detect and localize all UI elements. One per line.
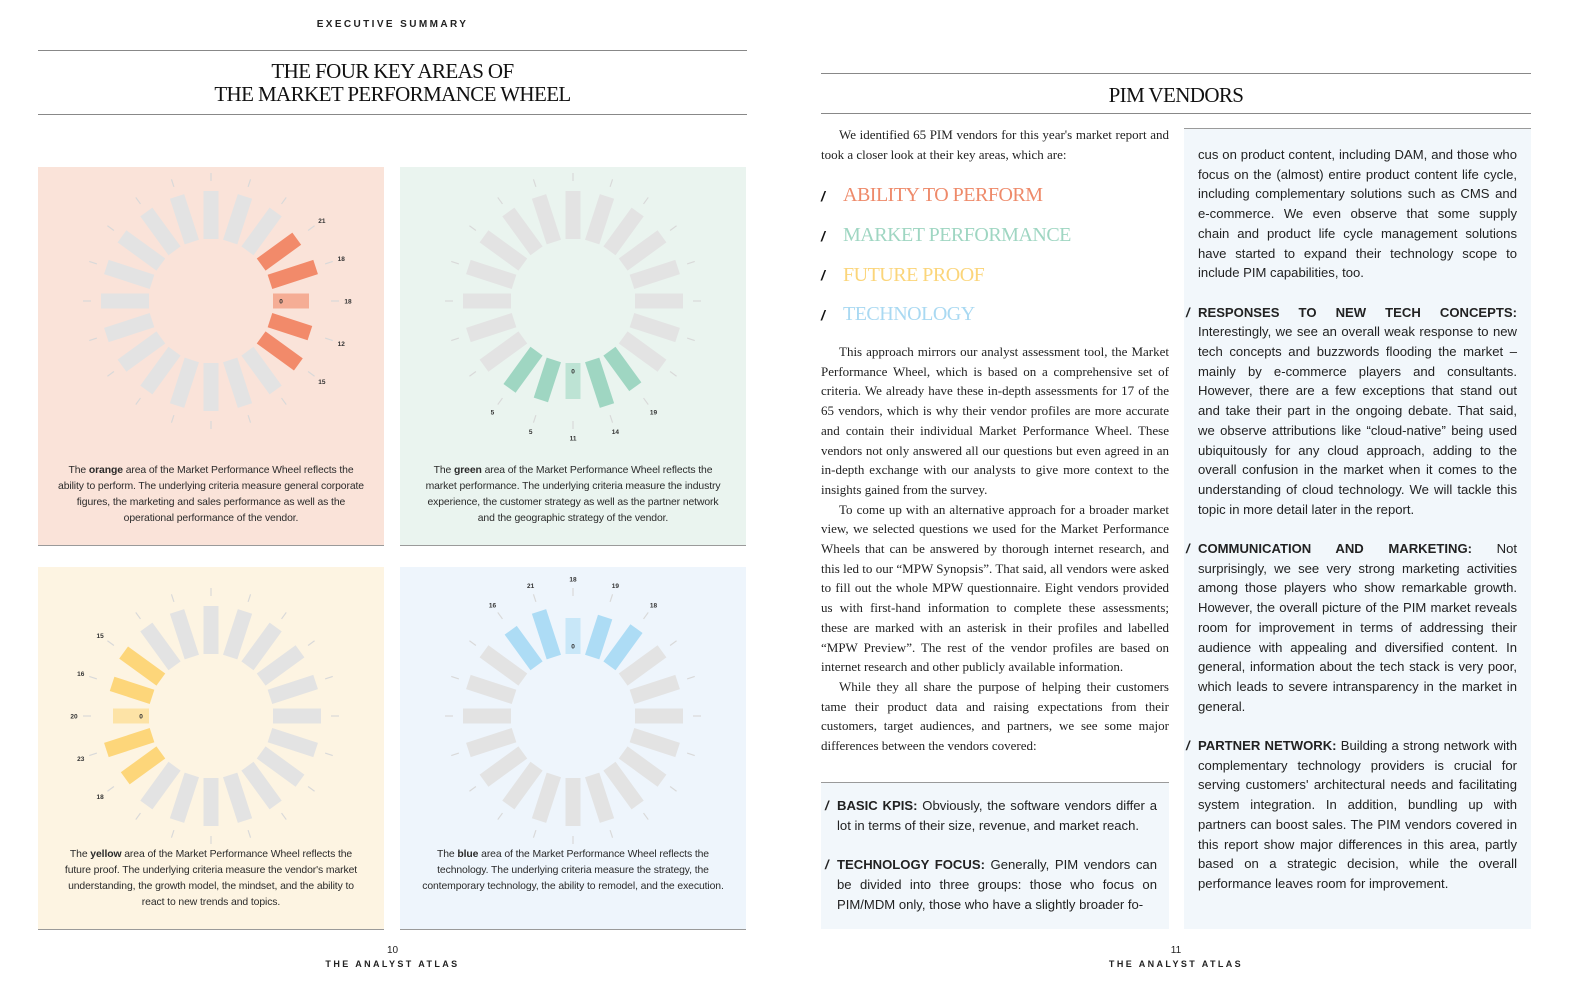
wheel-dash xyxy=(282,398,287,404)
wheel-bar xyxy=(566,778,581,826)
wheel-bar-highlight xyxy=(585,358,614,408)
wheel-value-label: 20 xyxy=(70,713,78,721)
panel-caption-blue: The blue area of the Market Performance Wheel reflects the technology. The underlying criteria measure the strategy, the contemporary technology, the ability to remodel, and the execution. xyxy=(422,849,724,892)
wheel-center-value: 0 xyxy=(571,368,575,376)
wheel-dash xyxy=(687,261,695,263)
slash-mark: / xyxy=(1186,738,1190,754)
wheel-bar-highlight xyxy=(268,313,313,340)
title-line-1: THE FOUR KEY AREAS OF xyxy=(271,59,514,83)
differences-box-right xyxy=(1184,128,1531,929)
wheel-bar xyxy=(630,728,680,757)
wheel-value-label: 16 xyxy=(488,602,497,610)
wheel-value-label: 15 xyxy=(318,379,326,387)
wheel-dash xyxy=(610,830,612,838)
top-rule-right xyxy=(821,73,1531,74)
wheel-panel-yellow xyxy=(38,567,384,930)
wheel-value-label: 18 xyxy=(344,298,352,306)
wheel-segment xyxy=(273,294,339,309)
wheel-dash xyxy=(325,338,333,340)
wheel-dash xyxy=(687,338,695,340)
wheel-dash xyxy=(670,787,676,792)
wheel-dash xyxy=(136,398,141,404)
wheel-bar xyxy=(566,191,581,239)
wheel-dash xyxy=(451,338,459,340)
wheel-segment xyxy=(635,709,701,724)
wheel-dash xyxy=(89,753,97,755)
wheel-dash xyxy=(89,676,97,678)
wheel-bar-highlight xyxy=(113,709,149,724)
wheel-chart-yellow xyxy=(38,567,384,857)
wheel-dash xyxy=(670,641,676,646)
slash-mark: / xyxy=(821,187,825,204)
wheel-dash xyxy=(136,197,141,203)
wheel-bar xyxy=(104,313,154,342)
wheel-value-label: 5 xyxy=(528,428,533,436)
wheel-dash xyxy=(308,641,314,646)
wheel-value-label: 21 xyxy=(318,217,326,225)
wheel-dash xyxy=(308,372,314,377)
brand-right: THE ANALYST ATLAS xyxy=(1108,959,1244,969)
wheel-dash xyxy=(498,612,503,618)
wheel-center-value: 0 xyxy=(571,643,575,651)
title-rule-right xyxy=(821,113,1531,114)
brand-left: THE ANALYST ATLAS xyxy=(325,959,460,969)
wheel-dash xyxy=(469,372,475,377)
wheel-segment xyxy=(204,173,219,239)
wheel-bar xyxy=(466,675,516,704)
wheel-value-label: 11 xyxy=(569,435,577,443)
wheel-value-label: 18 xyxy=(569,576,577,584)
wheel-dash xyxy=(282,813,287,819)
wheel-dash xyxy=(171,594,173,602)
wheel-bar xyxy=(104,260,154,289)
wheel-bar xyxy=(268,728,318,757)
slash-mark: / xyxy=(825,798,829,813)
wheel-dash xyxy=(248,594,250,602)
wheel-segment xyxy=(566,173,581,239)
wheel-dash xyxy=(610,594,612,602)
wheel-dash xyxy=(451,753,459,755)
area-label: FUTURE PROOF xyxy=(843,263,985,286)
body-text-left xyxy=(821,342,1169,756)
wheel-bar xyxy=(223,358,252,408)
panel-caption-yellow: The yellow area of the Market Performance Wheel reflects the future proof. The underlying criteria measure the vendor's market understanding, the growth model, the mindset, and the ability to react to new trends and topics. xyxy=(64,849,358,908)
wheel-dash xyxy=(498,398,503,404)
wheel-dash xyxy=(687,753,695,755)
wheel-dash xyxy=(171,415,173,423)
wheel-dash xyxy=(136,612,141,618)
differences-box-left xyxy=(821,782,1169,929)
wheel-bar xyxy=(204,606,219,654)
area-label: TECHNOLOGY xyxy=(843,303,975,326)
wheel-segment xyxy=(204,778,219,844)
wheel-bar xyxy=(170,609,199,659)
wheel-segment xyxy=(204,588,219,654)
wheel-bar xyxy=(630,675,680,704)
wheel-dash xyxy=(308,787,314,792)
wheel-bar xyxy=(223,194,252,244)
wheel-value-label: 12 xyxy=(337,340,345,348)
area-item-future xyxy=(821,255,1169,295)
wheel-dash xyxy=(282,612,287,618)
wheel-dash xyxy=(107,787,113,792)
wheel-bar-highlight xyxy=(268,260,318,289)
wheel-dash xyxy=(498,813,503,819)
wheel-segment xyxy=(445,294,511,309)
area-item-ability xyxy=(821,176,1169,216)
wheel-bar xyxy=(223,609,252,659)
wheel-center-value: 0 xyxy=(279,298,283,306)
wheel-bar xyxy=(466,728,516,757)
slash-mark: / xyxy=(825,857,829,873)
panel-caption-orange: The orange area of the Market Performance Wheel reflects the ability to perform. The underlying criteria measure general corporate figures, the marketing and sales performance as well as the operational performance of the vendor. xyxy=(58,465,364,524)
wheel-panel-green xyxy=(400,167,746,546)
wheel-panel-orange xyxy=(38,167,384,546)
wheel-bar xyxy=(170,773,199,823)
wheel-dash xyxy=(248,179,250,187)
page-number-left: 10 xyxy=(386,945,399,956)
wheel-bar xyxy=(585,194,614,244)
wheel-dash xyxy=(533,594,535,602)
wheel-value-label: 15 xyxy=(96,632,104,640)
wheel-chart-blue xyxy=(400,567,746,857)
wheel-dash xyxy=(644,398,649,404)
wheel-dash xyxy=(248,415,250,423)
wheel-dash xyxy=(107,372,113,377)
wheel-center-value: 0 xyxy=(139,713,143,721)
page-title-right: PIM VENDORS xyxy=(1108,83,1244,107)
wheel-bar xyxy=(204,778,219,826)
slash-mark: / xyxy=(1186,304,1190,320)
bullet-technology-focus: / TECHNOLOGY FOCUS: Generally, PIM vendors can be divided into three groups: those who focus on PIM/MDM only, those who have a slightly broader fo- xyxy=(825,857,1157,912)
wheel-bar xyxy=(268,675,318,704)
wheel-value-label: 21 xyxy=(527,583,535,591)
wheel-dash xyxy=(469,641,475,646)
wheel-dash xyxy=(171,830,173,838)
wheel-dash xyxy=(171,179,173,187)
wheel-dash xyxy=(451,261,459,263)
wheel-dash xyxy=(670,226,676,231)
wheel-bar-highlight xyxy=(532,609,561,659)
wheel-dash xyxy=(451,676,459,678)
wheel-bar-highlight xyxy=(585,615,612,660)
wheel-value-label: 18 xyxy=(649,602,658,610)
wheel-bar xyxy=(630,260,680,289)
wheel-dash xyxy=(687,676,695,678)
area-label: ABILITY TO PERFORM xyxy=(843,184,1043,207)
wheel-dash xyxy=(136,813,141,819)
wheel-chart-orange xyxy=(38,167,384,467)
wheel-bar xyxy=(532,194,561,244)
wheel-dash xyxy=(89,338,97,340)
wheel-value-label: 19 xyxy=(611,583,619,591)
wheel-dash xyxy=(644,197,649,203)
area-label: MARKET PERFORMANCE xyxy=(843,224,1071,247)
wheel-bar xyxy=(170,194,199,244)
wheel-bar xyxy=(463,294,511,309)
wheel-bar xyxy=(635,294,683,309)
panel-caption-green: The green area of the Market Performance Wheel reflects the market performance. The underlying criteria measure the industry experience, the customer strategy as well as the partner network and the geographic strategy of the vendor. xyxy=(425,465,721,524)
page-number-right: 11 xyxy=(1170,945,1182,956)
wheel-segment xyxy=(273,709,339,724)
wheel-segment xyxy=(635,294,701,309)
bullet-partner-network: / PARTNER NETWORK: Building a strong network with complementary technology providers is crucial for serving customers' architectural needs and facilitating system integration. In addition, bundling up with partners can boost sales. The PIM vendors covered in this report show major differences in this area, partly based on a strategic decision, while the overall performance leaves room for improvement. xyxy=(1186,738,1517,891)
bullet-continuation: cus on product content, including DAM, and those who focus on the (almost) entire product content life cycle, including complementary solutions such as CMS and e-commerce. We even observe that some supply chain and product life cycle management solutions have started to expand their technology scope to include PIM capabilities, too. xyxy=(1198,147,1517,281)
wheel-value-label: 5 xyxy=(490,409,495,417)
area-item-technology xyxy=(821,295,1169,335)
wheel-bar xyxy=(635,709,683,724)
wheel-value-label: 18 xyxy=(96,794,104,802)
wheel-value-label: 19 xyxy=(649,409,658,417)
wheel-dash xyxy=(325,261,333,263)
wheel-bar xyxy=(170,358,199,408)
body-paragraph: This approach mirrors our analyst assessment tool, the Market Performance Wheel, which is based on a comprehensive set of criteria. We already have these in-depth assessments for 17 of the 65 vendors, which is why their vendor profiles are more accurate and contain their individual Market Performance Wheel. These vendors not only answered all our questions but even agreed in an in-depth exchange with our analysts to give more context to the insights gained from the survey. xyxy=(821,344,1169,497)
intro-paragraph: We identified 65 PIM vendors for this year's market report and took a closer look at their key areas, which are: xyxy=(821,127,1169,162)
wheel-dash xyxy=(308,226,314,231)
wheel-value-label: 16 xyxy=(77,671,85,679)
slash-mark: / xyxy=(821,267,825,284)
bullet-basic-kpis: / BASIC KPIS: Obviously, the software vendors differ a lot in terms of their size, revenue, and market reach. xyxy=(825,798,1157,833)
wheel-dash xyxy=(498,197,503,203)
wheel-segment xyxy=(566,778,581,844)
page-title-left xyxy=(38,60,747,106)
wheel-segment xyxy=(83,294,149,309)
wheel-dash xyxy=(610,415,612,423)
body-paragraph: While they all share the purpose of helping their customers tame their product data and raising expectations from their customers, target audiences, and partners, we see some major differences between the vendors covered: xyxy=(821,678,1169,754)
wheel-bar xyxy=(466,260,516,289)
wheel-segment xyxy=(204,363,219,429)
slash-mark: / xyxy=(821,227,825,244)
wheel-dash xyxy=(248,830,250,838)
body-paragraph: To come up with an alternative approach for a broader market view, we selected questions we used for the Market Performance Wheels that can be answered by thorough internet research, and this led to our “MPW Synopsis”. That said, all vendors were asked to fill out the whole MPW questionnaire. Eight vendors provided us with first-hand information to complete these assessments; these are marked with an asterisk in their profiles and labelled “MPW Preview”. The rest of the vendor profiles are based on internet research and other publicly available information. xyxy=(821,501,1169,675)
wheel-dash xyxy=(533,415,535,423)
wheel-bar xyxy=(630,313,680,342)
wheel-dash xyxy=(644,813,649,819)
wheel-dash xyxy=(107,226,113,231)
wheel-bar xyxy=(204,191,219,239)
wheel-bar xyxy=(532,773,561,823)
wheel-bar xyxy=(463,709,511,724)
wheel-dash xyxy=(469,226,475,231)
wheel-dash xyxy=(670,372,676,377)
wheel-bar xyxy=(273,709,321,724)
wheel-value-label: 14 xyxy=(611,428,619,436)
wheel-dash xyxy=(282,197,287,203)
wheel-bar-highlight xyxy=(110,677,155,704)
wheel-bar xyxy=(585,773,614,823)
wheel-dash xyxy=(89,261,97,263)
wheel-bar xyxy=(204,363,219,411)
wheel-dash xyxy=(325,676,333,678)
bullet-tech-concepts: / RESPONSES TO NEW TECH CONCEPTS: Interestingly, we see an overall weak response to new tech concepts and buzzwords flooding the market – mainly by e-commerce players and consultants. However, there are a few exceptions that stand out and take their part in the ongoing debate. That said, we observe attributions like “cloud-native” being used ubiquitously for any cloud approach, adding to the overall confusion in the market when it comes to the understanding of cloud technology. We will tackle this topic in more detail later in the report. xyxy=(1186,304,1517,517)
title-rule-left xyxy=(38,114,747,115)
wheel-bar xyxy=(466,313,516,342)
section-label: EXECUTIVE SUMMARY xyxy=(316,19,469,30)
wheel-dash xyxy=(610,179,612,187)
top-rule-left xyxy=(38,50,747,51)
wheel-value-label: 23 xyxy=(77,755,85,763)
wheel-value-label: 18 xyxy=(337,256,345,264)
wheel-bar xyxy=(101,294,149,309)
wheel-bar-highlight xyxy=(534,358,561,403)
area-item-market xyxy=(821,216,1169,256)
key-areas-list xyxy=(821,176,1169,335)
bullet-communication: / COMMUNICATION AND MARKETING: Not surprisingly, we see very strong marketing activities among those players who show remarkable growth. However, the overall picture of the PIM market reveals room for improvement in terms of addressing their audience with appealing and diversified content. In general, information about the tech stack is very poor, which leads to severe intransparency in the market in general. xyxy=(1186,541,1517,714)
wheel-bar-highlight xyxy=(104,728,154,757)
slash-mark: / xyxy=(1186,541,1190,557)
wheel-dash xyxy=(325,753,333,755)
wheel-dash xyxy=(469,787,475,792)
title-line-2: THE MARKET PERFORMANCE WHEEL xyxy=(214,82,571,106)
wheel-dash xyxy=(533,179,535,187)
wheel-bar xyxy=(223,773,252,823)
wheel-segment xyxy=(445,709,511,724)
wheel-dash xyxy=(107,641,113,646)
wheel-chart-green xyxy=(400,167,746,467)
wheel-dash xyxy=(533,830,535,838)
slash-mark: / xyxy=(821,306,825,323)
wheel-panel-blue xyxy=(400,567,746,930)
wheel-dash xyxy=(644,612,649,618)
